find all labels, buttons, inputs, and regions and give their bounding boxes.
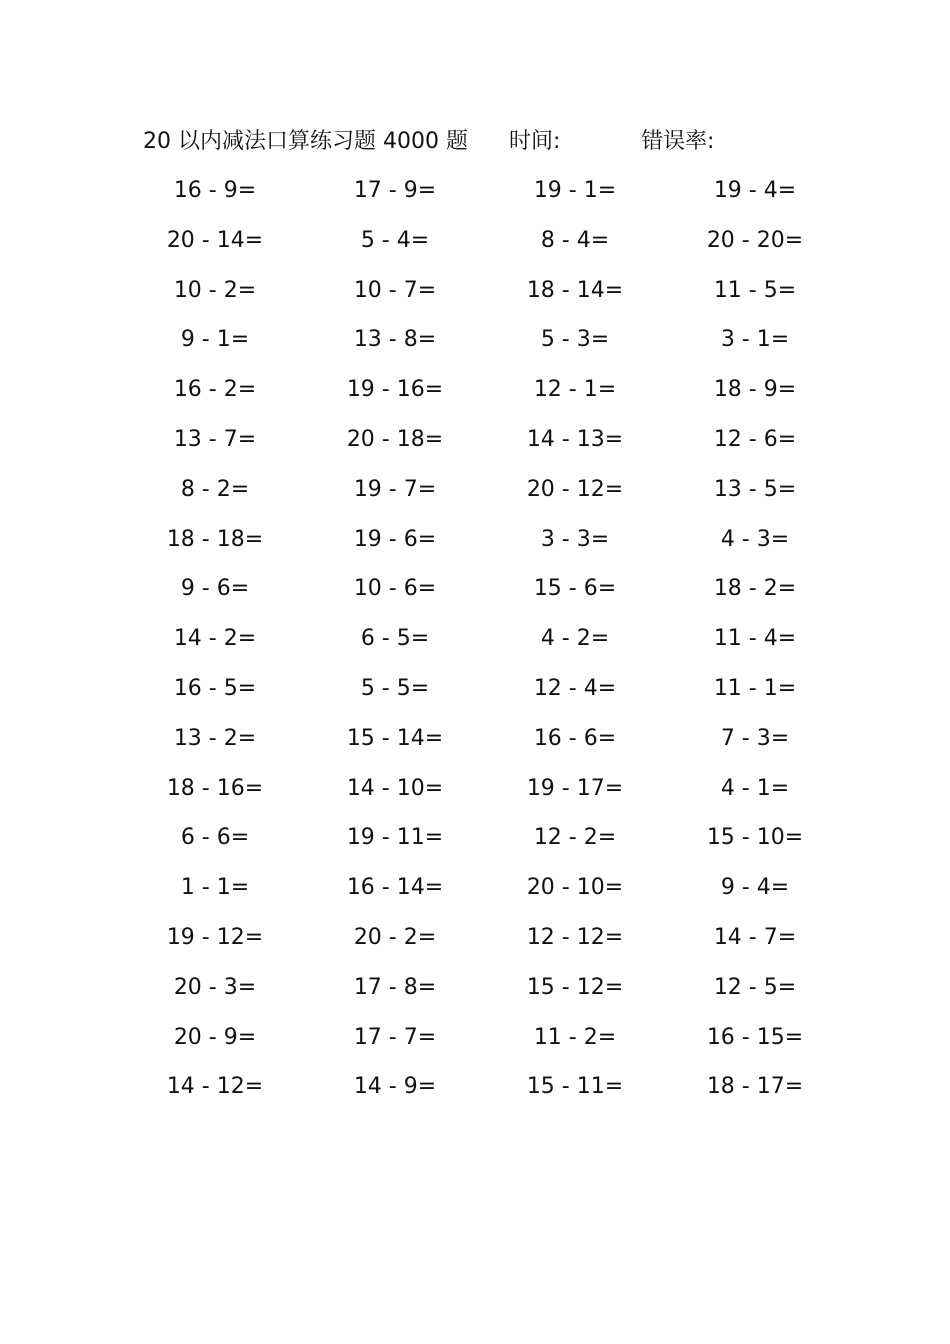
problem-item: 19 - 6= bbox=[353, 526, 437, 552]
problem-row bbox=[120, 515, 840, 565]
problem-item: 14 - 13= bbox=[526, 426, 624, 452]
problem-item: 18 - 16= bbox=[166, 775, 264, 801]
problem-item: 12 - 1= bbox=[533, 377, 617, 403]
problem-item: 19 - 16= bbox=[346, 377, 444, 403]
problem-item: 13 - 2= bbox=[173, 725, 257, 751]
problem-row bbox=[120, 664, 840, 714]
problem-row bbox=[120, 1013, 840, 1063]
problem-row bbox=[120, 415, 840, 465]
problem-item: 10 - 7= bbox=[353, 277, 437, 303]
problem-item: 16 - 14= bbox=[346, 875, 444, 901]
problem-item: 20 - 12= bbox=[526, 476, 624, 502]
problem-item: 13 - 7= bbox=[173, 426, 257, 452]
problem-item: 11 - 5= bbox=[713, 277, 797, 303]
problem-item: 12 - 6= bbox=[713, 426, 797, 452]
problem-row bbox=[120, 963, 840, 1013]
problem-item: 9 - 4= bbox=[720, 875, 790, 901]
problem-item: 6 - 5= bbox=[360, 626, 430, 652]
problem-item: 4 - 1= bbox=[720, 775, 790, 801]
problem-item: 14 - 7= bbox=[713, 924, 797, 950]
problem-row bbox=[120, 764, 840, 814]
problem-item: 7 - 3= bbox=[720, 725, 790, 751]
problem-item: 16 - 9= bbox=[173, 178, 257, 203]
problem-item: 8 - 2= bbox=[180, 476, 250, 502]
problem-item: 11 - 1= bbox=[713, 675, 797, 701]
problem-item: 14 - 10= bbox=[346, 775, 444, 801]
problem-item: 15 - 12= bbox=[526, 974, 624, 1000]
problem-item: 16 - 15= bbox=[706, 1024, 804, 1050]
worksheet-title: 20 以内减法口算练习题 4000 题 bbox=[143, 129, 468, 154]
problem-item: 9 - 1= bbox=[180, 327, 250, 353]
problem-row bbox=[120, 813, 840, 863]
problem-item: 16 - 6= bbox=[533, 725, 617, 751]
problem-row bbox=[120, 365, 840, 415]
problem-item: 5 - 4= bbox=[360, 227, 430, 253]
problem-item: 20 - 20= bbox=[706, 227, 804, 253]
problem-item: 18 - 14= bbox=[526, 277, 624, 303]
problem-item: 20 - 18= bbox=[346, 426, 444, 452]
problem-item: 14 - 2= bbox=[173, 626, 257, 652]
problem-item: 14 - 12= bbox=[166, 1074, 264, 1100]
problem-item: 4 - 2= bbox=[540, 626, 610, 652]
problem-item: 5 - 3= bbox=[540, 327, 610, 353]
problem-item: 19 - 4= bbox=[713, 178, 797, 203]
problem-item: 20 - 9= bbox=[173, 1024, 257, 1050]
problem-item: 17 - 8= bbox=[353, 974, 437, 1000]
problem-item: 19 - 12= bbox=[166, 924, 264, 950]
problem-item: 13 - 8= bbox=[353, 327, 437, 353]
problem-item: 3 - 1= bbox=[720, 327, 790, 353]
problem-row bbox=[120, 315, 840, 365]
worksheet-header bbox=[143, 124, 843, 160]
problem-item: 15 - 10= bbox=[706, 825, 804, 851]
problem-item: 18 - 17= bbox=[706, 1074, 804, 1100]
problem-row bbox=[120, 266, 840, 316]
problem-item: 10 - 6= bbox=[353, 576, 437, 602]
problem-item: 19 - 17= bbox=[526, 775, 624, 801]
problem-item: 11 - 2= bbox=[533, 1024, 617, 1050]
problem-item: 20 - 3= bbox=[173, 974, 257, 1000]
problem-row bbox=[120, 465, 840, 515]
problem-row bbox=[120, 564, 840, 614]
problem-item: 19 - 11= bbox=[346, 825, 444, 851]
problem-item: 15 - 11= bbox=[526, 1074, 624, 1100]
problem-item: 6 - 6= bbox=[180, 825, 250, 851]
problem-item: 17 - 9= bbox=[353, 178, 437, 203]
problem-grid bbox=[120, 166, 840, 1112]
problem-item: 4 - 3= bbox=[720, 526, 790, 552]
problem-item: 11 - 4= bbox=[713, 626, 797, 652]
problem-item: 12 - 4= bbox=[533, 675, 617, 701]
problem-item: 19 - 7= bbox=[353, 476, 437, 502]
problem-item: 13 - 5= bbox=[713, 476, 797, 502]
problem-item: 16 - 2= bbox=[173, 377, 257, 403]
problem-row bbox=[120, 714, 840, 764]
problem-row bbox=[120, 216, 840, 266]
problem-row bbox=[120, 614, 840, 664]
problem-item: 17 - 7= bbox=[353, 1024, 437, 1050]
problem-item: 1 - 1= bbox=[180, 875, 250, 901]
time-label: 时间: bbox=[509, 129, 561, 154]
error-rate-label: 错误率: bbox=[641, 129, 715, 154]
problem-item: 15 - 14= bbox=[346, 725, 444, 751]
problem-item: 18 - 9= bbox=[713, 377, 797, 403]
problem-item: 3 - 3= bbox=[540, 526, 610, 552]
problem-item: 12 - 12= bbox=[526, 924, 624, 950]
problem-item: 10 - 2= bbox=[173, 277, 257, 303]
problem-item: 18 - 18= bbox=[166, 526, 264, 552]
problem-item: 19 - 1= bbox=[533, 178, 617, 203]
problem-item: 14 - 9= bbox=[353, 1074, 437, 1100]
problem-item: 16 - 5= bbox=[173, 675, 257, 701]
problem-item: 15 - 6= bbox=[533, 576, 617, 602]
problem-item: 20 - 10= bbox=[526, 875, 624, 901]
problem-item: 9 - 6= bbox=[180, 576, 250, 602]
problem-row bbox=[120, 1062, 840, 1112]
problem-row bbox=[120, 863, 840, 913]
problem-item: 5 - 5= bbox=[360, 675, 430, 701]
problem-item: 12 - 5= bbox=[713, 974, 797, 1000]
problem-item: 18 - 2= bbox=[713, 576, 797, 602]
problem-item: 12 - 2= bbox=[533, 825, 617, 851]
problem-item: 20 - 2= bbox=[353, 924, 437, 950]
problem-item: 8 - 4= bbox=[540, 227, 610, 253]
problem-row bbox=[120, 913, 840, 963]
problem-item: 20 - 14= bbox=[166, 227, 264, 253]
problem-row bbox=[120, 166, 840, 216]
